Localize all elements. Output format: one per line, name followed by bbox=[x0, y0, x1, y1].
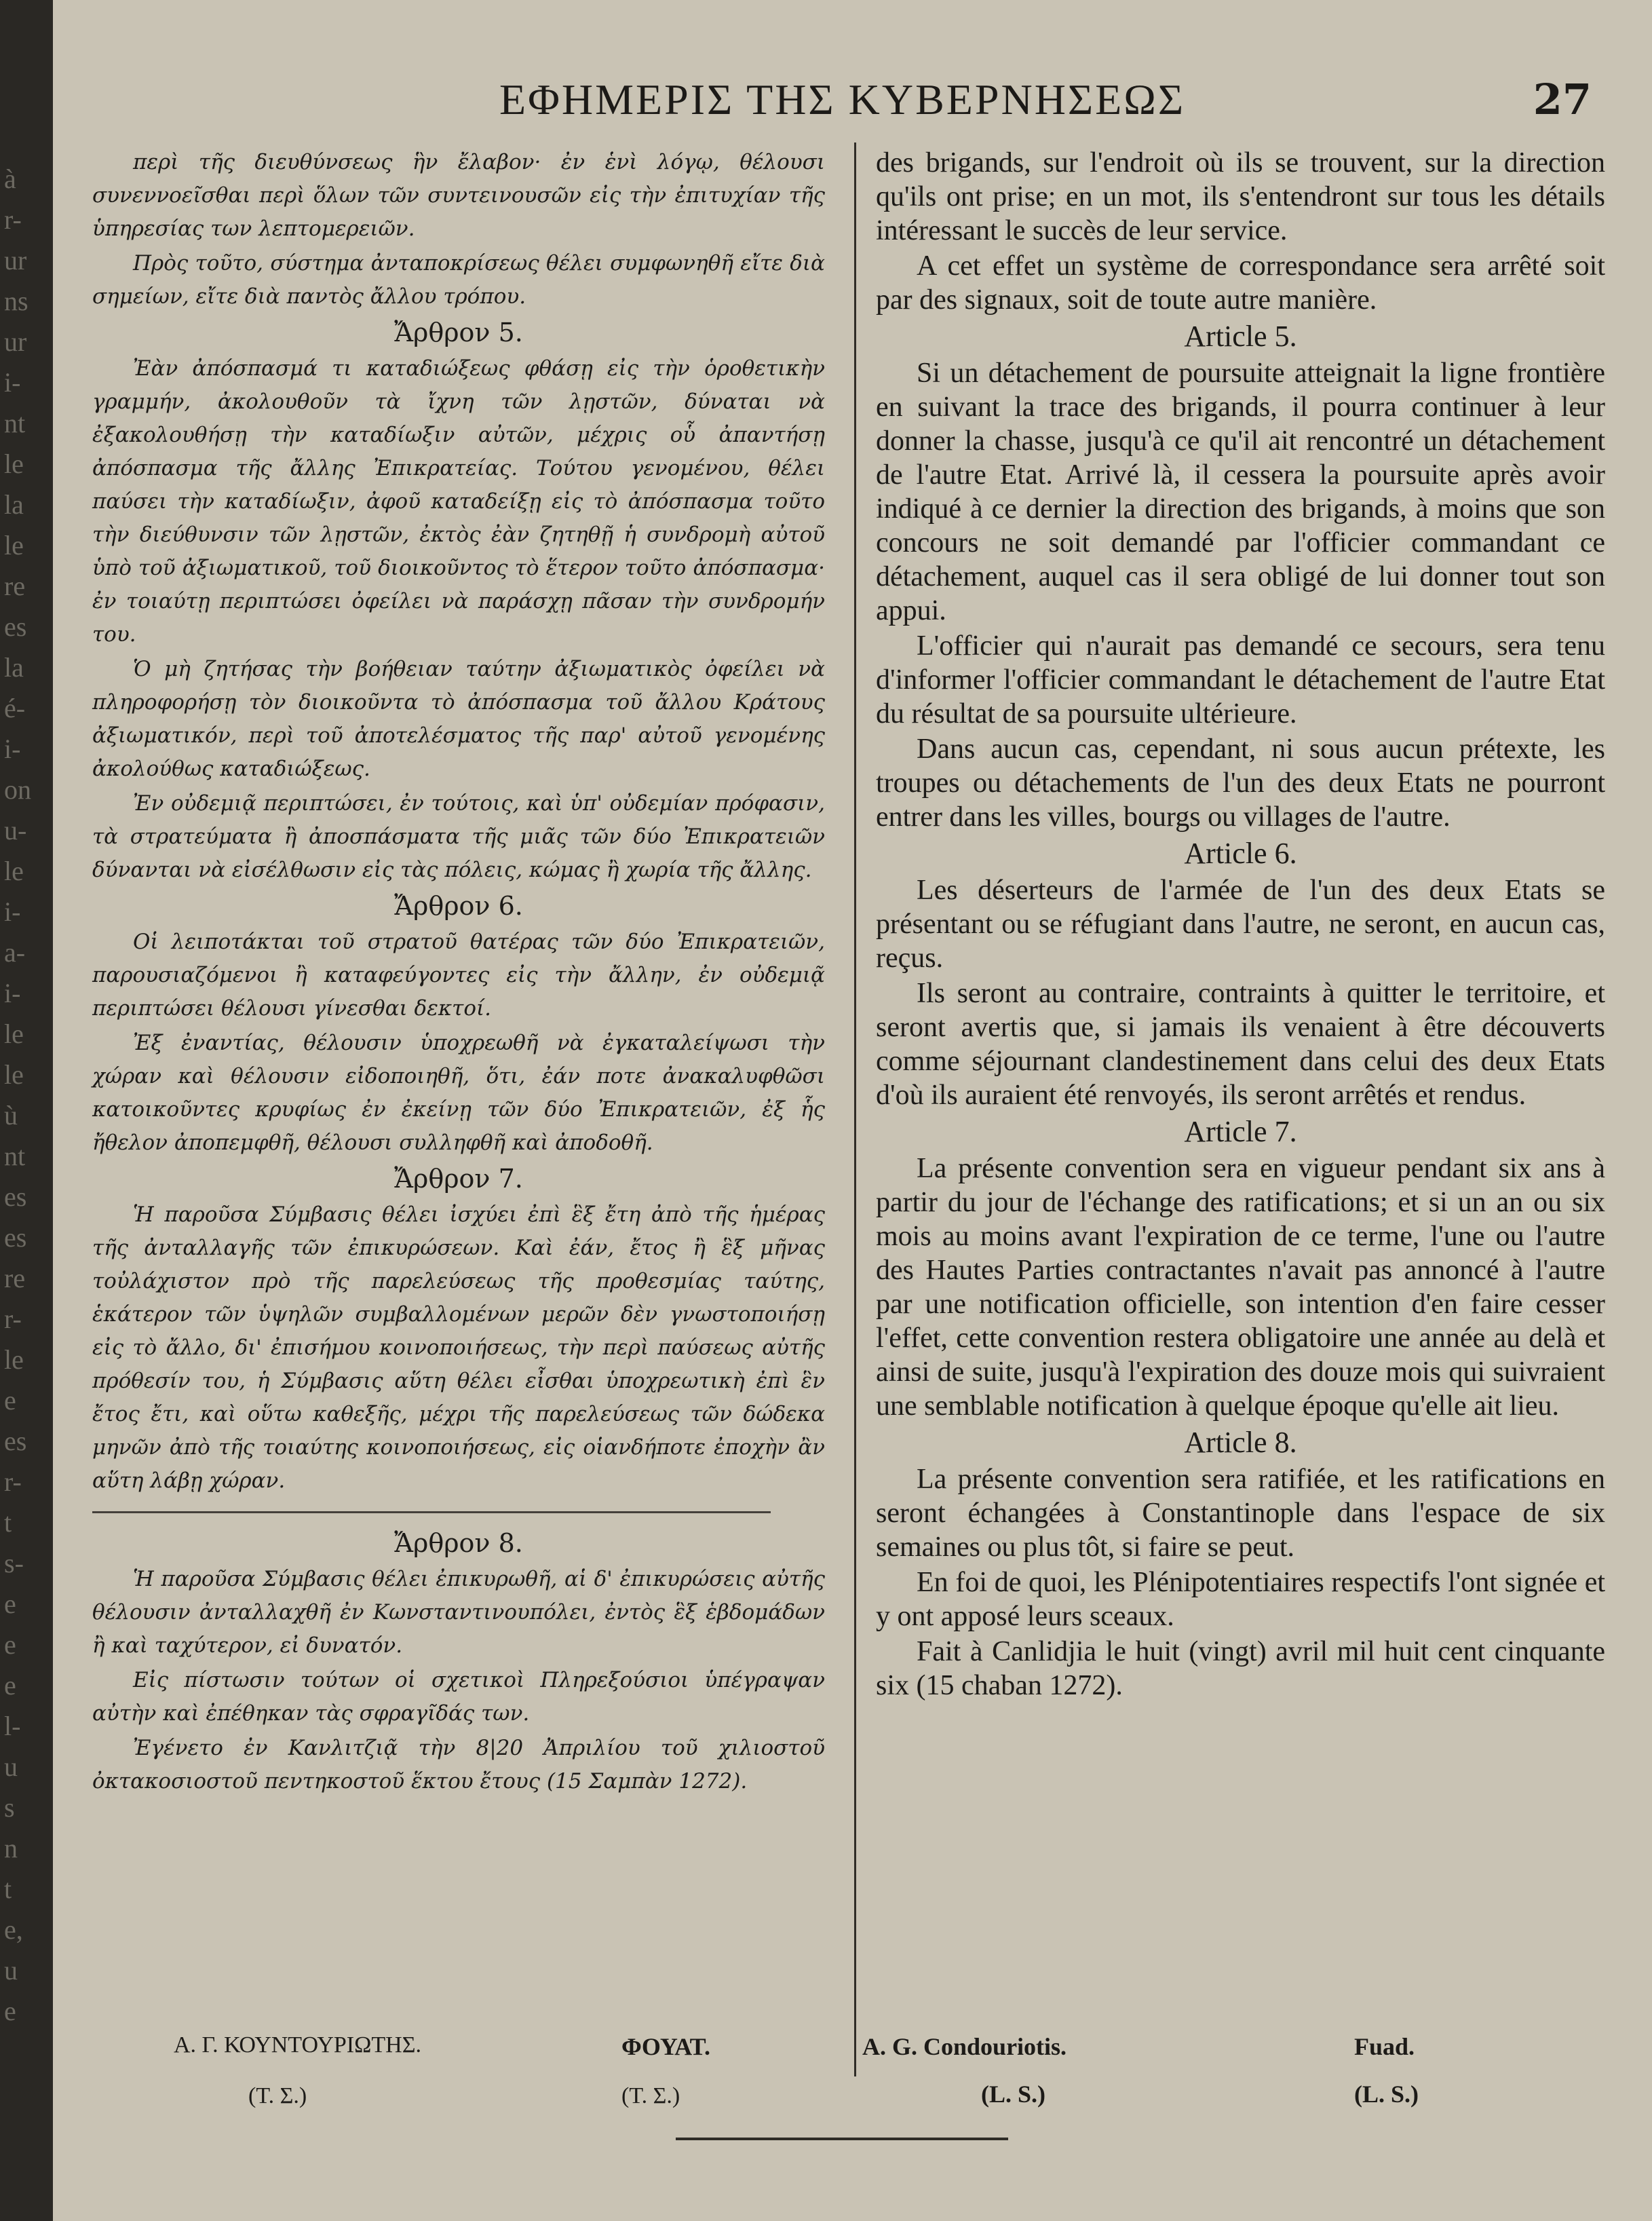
bleed-fragment: e, bbox=[4, 1914, 23, 1945]
section-rule bbox=[92, 1511, 771, 1513]
greek-art8-para-2: Εἰς πίστωσιν τούτων οἱ σχετικοὶ Πληρεξούσιοι ὑπέγραψαν αὐτὴν καὶ ἐπέθηκαν τὰς σφραγῖδάς των. bbox=[92, 1668, 825, 1726]
page-number: 27 bbox=[1533, 75, 1592, 124]
adjacent-page-bleed bbox=[0, 163, 41, 2131]
french-article-5-heading: Article 5. bbox=[1184, 320, 1297, 353]
french-signatory-2: Fuad. bbox=[1354, 2033, 1415, 2060]
bleed-fragment: re bbox=[4, 571, 26, 601]
bleed-fragment: e bbox=[4, 1996, 16, 2026]
bleed-fragment: e bbox=[4, 1589, 16, 1619]
bleed-fragment: s- bbox=[4, 1548, 24, 1578]
french-article-6-heading: Article 6. bbox=[1184, 837, 1297, 870]
greek-art8-para-1: Ἡ παροῦσα Σύμβασις θέλει ἐπικυρωθῆ, αἱ δ' ἐπικυρώσεις αὐτῆς θέλουσιν ἀνταλλαχθῆ ἐν Κωνσταντινουπόλει, ἐντὸς ἓξ ἑβδομάδων ἢ καὶ ταχύτερον, εἰ δυνατόν. bbox=[92, 1567, 825, 1658]
column-divider bbox=[854, 143, 856, 2076]
bleed-fragment: i- bbox=[4, 734, 21, 764]
bleed-fragment: la bbox=[4, 489, 24, 520]
bleed-fragment: é- bbox=[4, 693, 26, 723]
french-signatory-1: A. G. Condouriotis. bbox=[862, 2033, 1067, 2060]
bleed-fragment: i- bbox=[4, 896, 21, 927]
bleed-fragment: t bbox=[4, 1507, 12, 1538]
bleed-fragment: le bbox=[4, 530, 24, 561]
french-intro-2: A cet effet un système de correspondance sera arrêté soit par des signaux, soit de toute autre manière. bbox=[876, 250, 1605, 316]
greek-article-5-heading: Ἄρθρον 5. bbox=[394, 318, 523, 347]
greek-art6-para-2: Ἐξ ἐναντίας, θέλουσιν ὑποχρεωθῆ νὰ ἐγκαταλείψωσι τὴν χώραν καὶ θέλουσιν εἰδοποιηθῆ, ὅτι, ἐάν ποτε ἀνακαλυφθῶσι κατοικοῦντες κρυφίως ἐν ἐκείνῃ τῶν δύο Ἐπικρατειῶν, ἐξ ἧς ἤθελον ἀποπεμφθῆ, θέλουσι συλληφθῆ καὶ ἀποδοθῆ. bbox=[92, 1031, 825, 1155]
french-art8-para-1: La présente convention sera ratifiée, et les ratifications en seront échangées à Constantinople dans l'espace de six semaines ou plus tôt, si faire se peut. bbox=[876, 1464, 1605, 1563]
bleed-fragment: es bbox=[4, 1181, 27, 1212]
greek-art5-para-2: Ὁ μὴ ζητήσας τὴν βοήθειαν ταύτην ἀξιωματικὸς ὀφείλει νὰ πληροφορήσῃ τὸν διοικοῦντα τὸ ἀπόσπασμα τοῦ ἄλλου Κράτους ἀξιωματικόν, περὶ τοῦ ἀποτελέσματος τῆς παρ' αὐτοῦ γενομένης ἀκολούθως καταδιώξεως. bbox=[92, 657, 825, 781]
page-title: ΕΦΗΜΕΡΙΣ ΤΗΣ ΚΥΒΕΡΝΗΣΕΩΣ bbox=[499, 75, 1186, 124]
french-art5-para-3: Dans aucun cas, cependant, ni sous aucun prétexte, les troupes ou détachements de l'un des deux Etats ne pourront entrer dans les villes, bourgs ou villages de l'autre. bbox=[876, 734, 1605, 833]
bleed-fragment: r- bbox=[4, 1304, 22, 1334]
bleed-fragment: le bbox=[4, 449, 24, 479]
greek-seal-1: (Τ. Σ.) bbox=[248, 2083, 307, 2108]
greek-article-6-heading: Ἄρθρον 6. bbox=[394, 891, 523, 921]
bleed-fragment: u- bbox=[4, 815, 27, 846]
signature-block bbox=[92, 2032, 1612, 2127]
bleed-fragment: à bbox=[4, 164, 16, 194]
french-art8-para-2: En foi de quoi, les Plénipotentiaires respectifs l'ont signée et y ont apposé leurs sceaux. bbox=[876, 1567, 1605, 1632]
greek-art7-para-1: Ἡ παροῦσα Σύμβασις θέλει ἰσχύει ἐπὶ ἓξ ἔτη ἀπὸ τῆς ἡμέρας τῆς ἀνταλλαγῆς τῶν ἐπικυρώσεων. Καὶ ἐάν, ἔτος ἢ ἓξ μῆνας τοὐλάχιστον πρὸ τῆς παρελεύσεως τῆς προθεσμίας ταύτης, ἑκάτερον τῶν ὑψηλῶν συμβαλλομένων μερῶν δὲν γνωστοποιήσῃ εἰς τὸ ἄλλο, δι' ἐπισήμου κοινοποιήσεως, τὴν περὶ παύσεως αὐτῆς πρόθεσίν του, ἡ Σύμβασις αὕτη θέλει εἶσθαι ὑποχρεωτικὴ ἐπὶ ἓν ἔτος ἔτι, καὶ οὕτω καθεξῆς, μέχρι τῆς παρελεύσεως τῶν δώδεκα μηνῶν ἀπὸ τῆς τοιαύτης κοινοποιήσεως, εἰς οἱανδήποτε ἐποχὴν ἂν αὕτη λάβῃ χώραν. bbox=[92, 1202, 825, 1493]
french-art7-para-1: La présente convention sera en vigueur pendant six ans à partir du jour de l'échange des ratifications; et si un an ou six mois au moins avant l'expiration de ce terme, l'une ou l'autre des Hautes Parties contractantes n'avait pas annoncé à l'autre par une notification officielle, son intention d'en faire cesser l'effet, cette convention restera obligatoire une année au delà et ainsi de suite, jusqu'à l'expiration des douze mois qui suivraient une semblable notification à quelque époque qu'elle ait lieu. bbox=[876, 1153, 1605, 1422]
bleed-fragment: i- bbox=[4, 978, 21, 1008]
french-art6-para-2: Ils seront au contraire, contraints à quitter le territoire, et seront avertis que, si jamais ils venaient à être découverts comme séjournant clandestinement dans celui des deux Etats d'où ils auraient été renvoyés, ils seront arrêtés et rendus. bbox=[876, 978, 1605, 1111]
bleed-fragment: e bbox=[4, 1670, 16, 1701]
greek-art5-para-1: Ἐὰν ἀπόσπασμά τι καταδιώξεως φθάσῃ εἰς τὴν ὁροθετικὴν γραμμήν, ἀκολουθοῦν τὰ ἴχνη τῶν λῃστῶν, δύναται νὰ ἐξακολουθήσῃ τὴν καταδίωξιν αὐτῶν, μέχρις οὗ ἀπαντήσῃ ἀπόσπασμα τῆς ἄλλης Ἐπικρατείας. Τούτου γενομένου, θέλει παύσει τὴν καταδίωξιν, ἀφοῦ καταδείξῃ εἰς τὸ ἀπόσπασμα τοῦτο τὴν διεύθυνσιν τῶν λῃστῶν, ἐκτὸς ἐὰν ζητηθῇ ἡ συνδρομὴ αὐτοῦ ὑπὸ τοῦ ἀξιωματικοῦ, τοῦ διοικοῦντος τὸ ἕτερον τοῦτο ἀπόσπασμα· ἐν τοιαύτῃ περιπτώσει ὀφείλει νὰ παράσχῃ πᾶσαν τὴν συνδρομήν του. bbox=[92, 356, 825, 647]
greek-signatory-2: ΦΟΥΑΤ. bbox=[621, 2033, 710, 2060]
bleed-fragment: i- bbox=[4, 367, 21, 398]
greek-art5-para-3: Ἐν οὐδεμιᾷ περιπτώσει, ἐν τούτοις, καὶ ὑπ' οὐδεμίαν πρόφασιν, τὰ στρατεύματα ἢ ἀποσπάσματα τῆς μιᾶς τῶν δύο Ἐπικρατειῶν δύνανται νὰ εἰσέλθωσιν εἰς τὰς πόλεις, κώμας ἢ χωρία τῆς ἄλλης. bbox=[92, 791, 825, 882]
greek-art8-para-3: Ἐγένετο ἐν Κανλιτζιᾷ τὴν 8|20 Ἀπριλίου τοῦ χιλιοστοῦ ὀκτακοσιοστοῦ πεντηκοστοῦ ἕκτου ἔτους (15 Σαμπὰν 1272). bbox=[92, 1736, 825, 1793]
bleed-fragment: e bbox=[4, 1385, 16, 1416]
greek-column bbox=[92, 146, 825, 1800]
bleed-fragment: u bbox=[4, 1751, 18, 1782]
bleed-fragment: a- bbox=[4, 937, 26, 968]
bleed-fragment: t bbox=[4, 1874, 12, 1904]
bleed-fragment: le bbox=[4, 1019, 24, 1049]
bleed-fragment: ur bbox=[4, 245, 27, 276]
bleed-fragment: nt bbox=[4, 1141, 26, 1171]
page-header bbox=[65, 75, 1592, 136]
bleed-fragment: le bbox=[4, 856, 24, 886]
french-column bbox=[876, 146, 1605, 1704]
greek-article-7-heading: Ἄρθρον 7. bbox=[394, 1164, 523, 1194]
french-art8-para-3: Fait à Canlidjia le huit (vingt) avril mil huit cent cinquante six (15 chaban 1272). bbox=[876, 1636, 1605, 1701]
bleed-fragment: l- bbox=[4, 1711, 21, 1741]
french-art5-para-2: L'officier qui n'aurait pas demandé ce secours, sera tenu d'informer l'officier commandant le détachement de l'autre Etat du résultat de sa poursuite ultérieure. bbox=[876, 630, 1605, 729]
document-page bbox=[65, 41, 1626, 2199]
french-seal-1: (L. S.) bbox=[981, 2081, 1046, 2108]
bleed-fragment: e bbox=[4, 1629, 16, 1660]
french-intro-1: des brigands, sur l'endroit où ils se trouvent, sur la direction qu'ils ont prise; en un mot, ils s'entendront sur tous les détails intéressant le succès de leur service. bbox=[876, 147, 1605, 246]
greek-intro-1: περὶ τῆς διευθύνσεως ἣν ἔλαβον· ἐν ἑνὶ λόγῳ, θέλουσι συνεννοεῖσθαι περὶ ὅλων τῶν συντεινουσῶν εἰς τὴν ἐπιτυχίαν τῆς ὑπηρεσίας των λεπτομερειῶν. bbox=[92, 150, 825, 241]
greek-seal-2: (Τ. Σ.) bbox=[621, 2083, 680, 2108]
bleed-fragment: on bbox=[4, 774, 31, 805]
french-seal-2: (L. S.) bbox=[1354, 2081, 1419, 2108]
bleed-fragment: u bbox=[4, 1955, 18, 1986]
greek-art6-para-1: Οἱ λειποτάκται τοῦ στρατοῦ θατέρας τῶν δύο Ἐπικρατειῶν, παρουσιαζόμενοι ἢ καταφεύγοντες εἰς τὴν ἄλλην, ἐν οὐδεμιᾷ περιπτώσει θέλουσι γίνεσθαι δεκτοί. bbox=[92, 930, 825, 1021]
bleed-fragment: nt bbox=[4, 408, 26, 438]
greek-intro-2: Πρὸς τοῦτο, σύστημα ἀνταποκρίσεως θέλει συμφωνηθῆ εἴτε διὰ σημείων, εἴτε διὰ παντὸς ἄλλου τρόπου. bbox=[92, 251, 825, 309]
bleed-fragment: es bbox=[4, 611, 27, 642]
bleed-fragment: r- bbox=[4, 204, 22, 235]
bleed-fragment: r- bbox=[4, 1466, 22, 1497]
bleed-fragment: es bbox=[4, 1426, 27, 1456]
bleed-fragment: le bbox=[4, 1059, 24, 1090]
closing-rule bbox=[676, 2138, 1008, 2140]
bleed-fragment: n bbox=[4, 1833, 18, 1863]
bleed-fragment: la bbox=[4, 652, 24, 683]
bleed-fragment: le bbox=[4, 1344, 24, 1375]
french-article-7-heading: Article 7. bbox=[1184, 1115, 1297, 1148]
bleed-fragment: s bbox=[4, 1792, 15, 1823]
bleed-fragment: es bbox=[4, 1222, 27, 1253]
bleed-fragment: ù bbox=[4, 1100, 18, 1131]
greek-signatory-1: Α. Γ. ΚΟΥΝΤΟΥΡΙΩΤΗΣ. bbox=[174, 2032, 421, 2057]
french-art5-para-1: Si un détachement de poursuite atteignait la ligne frontière en suivant la trace des brigands, il pourra continuer à leur donner la chasse, jusqu'à ce qu'il ait rencontré un détachement de l'autre Etat. Arrivé là, il cessera la poursuite après avoir indiqué à ce dernier la direction des brigands, à moins que son concours ne soit demandé par l'officier commandant ce détachement, auquel cas il sera obligé de lui donner tout son appui. bbox=[876, 358, 1605, 626]
bleed-fragment: ur bbox=[4, 326, 27, 357]
greek-article-8-heading: Ἄρθρον 8. bbox=[394, 1528, 523, 1558]
french-art6-para-1: Les déserteurs de l'armée de l'un des deux Etats se présentant ou se réfugiant dans l'autre, ne seront, en aucun cas, reçus. bbox=[876, 875, 1605, 974]
bleed-fragment: re bbox=[4, 1263, 26, 1293]
french-article-8-heading: Article 8. bbox=[1184, 1426, 1297, 1459]
bleed-fragment: ns bbox=[4, 286, 28, 316]
